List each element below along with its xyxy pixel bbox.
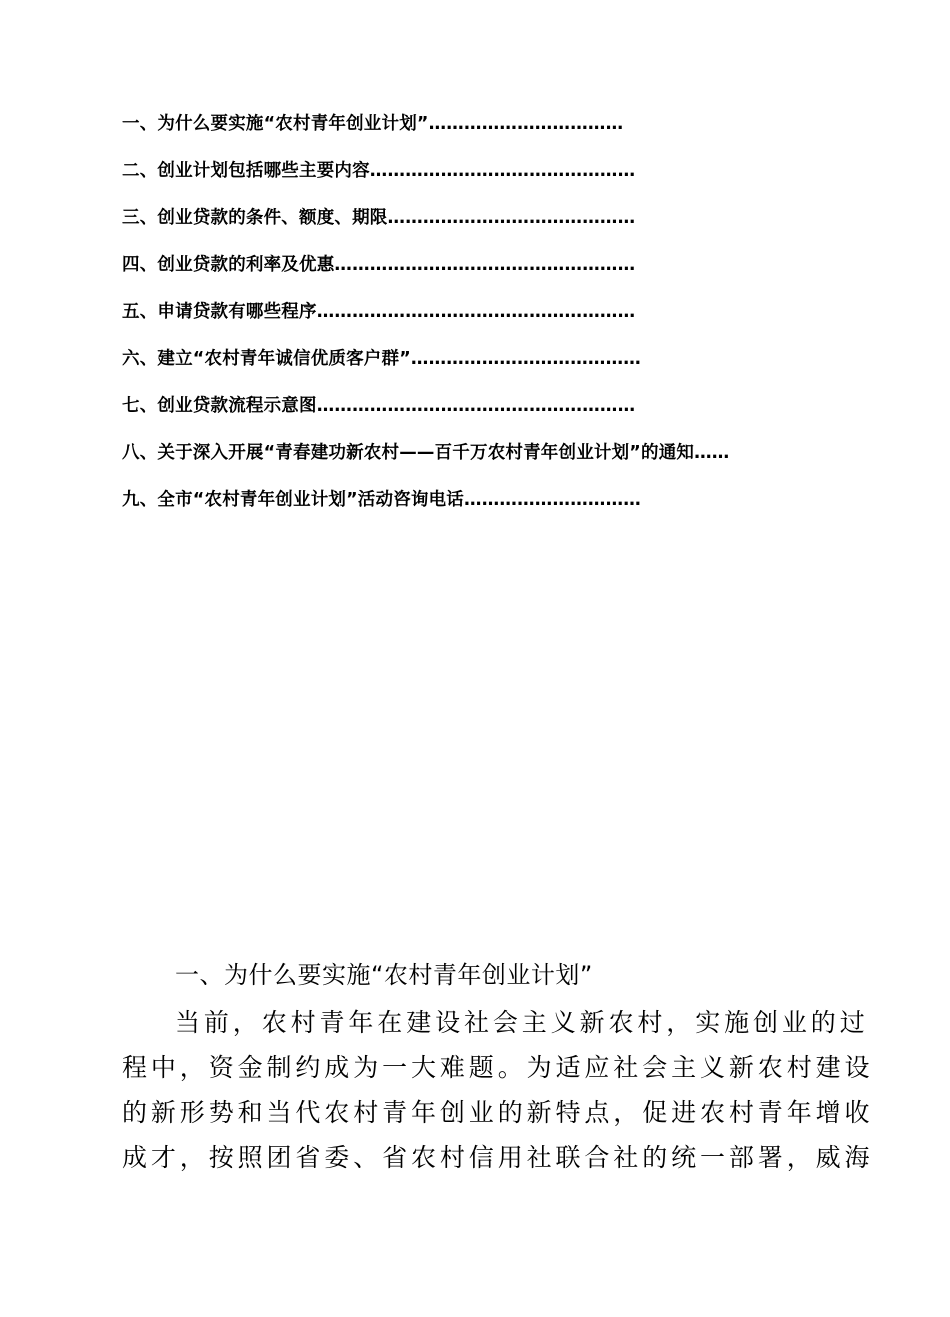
body-line: 的新形势和当代农村青年创业的新特点，促进农村青年增收 <box>122 1098 874 1127</box>
toc-item[interactable]: 九、全市“农村青年创业计划”活动咨询电话………………………… <box>122 490 642 510</box>
table-of-contents <box>122 110 852 533</box>
toc-item[interactable]: 六、建立“农村青年诚信优质客户群”………………………………… <box>122 349 642 369</box>
toc-item[interactable]: 三、创业贷款的条件、额度、期限…………………………………… <box>122 208 636 228</box>
toc-item[interactable]: 八、关于深入开展“青春建功新农村——百千万农村青年创业计划”的通知…… <box>122 443 730 463</box>
toc-item[interactable]: 五、申请贷款有哪些程序……………………………………………… <box>122 302 636 322</box>
toc-item[interactable]: 七、创业贷款流程示意图……………………………………………… <box>122 396 636 416</box>
toc-item[interactable]: 一、为什么要实施“农村青年创业计划”…………………………… <box>122 114 624 134</box>
toc-item[interactable]: 四、创业贷款的利率及优惠…………………………………………… <box>122 255 636 275</box>
body-line: 当前，农村青年在建设社会主义新农村，实施创业的过 <box>175 1008 869 1037</box>
body-line: 程中，资金制约成为一大难题。为适应社会主义新农村建设 <box>122 1053 874 1082</box>
section-heading: 一、为什么要实施“农村青年创业计划” <box>175 961 593 989</box>
toc-item[interactable]: 二、创业计划包括哪些主要内容……………………………………… <box>122 161 636 181</box>
section-body <box>122 1000 874 1180</box>
body-line: 成才，按照团省委、省农村信用社联合社的统一部署，威海 <box>122 1143 874 1172</box>
